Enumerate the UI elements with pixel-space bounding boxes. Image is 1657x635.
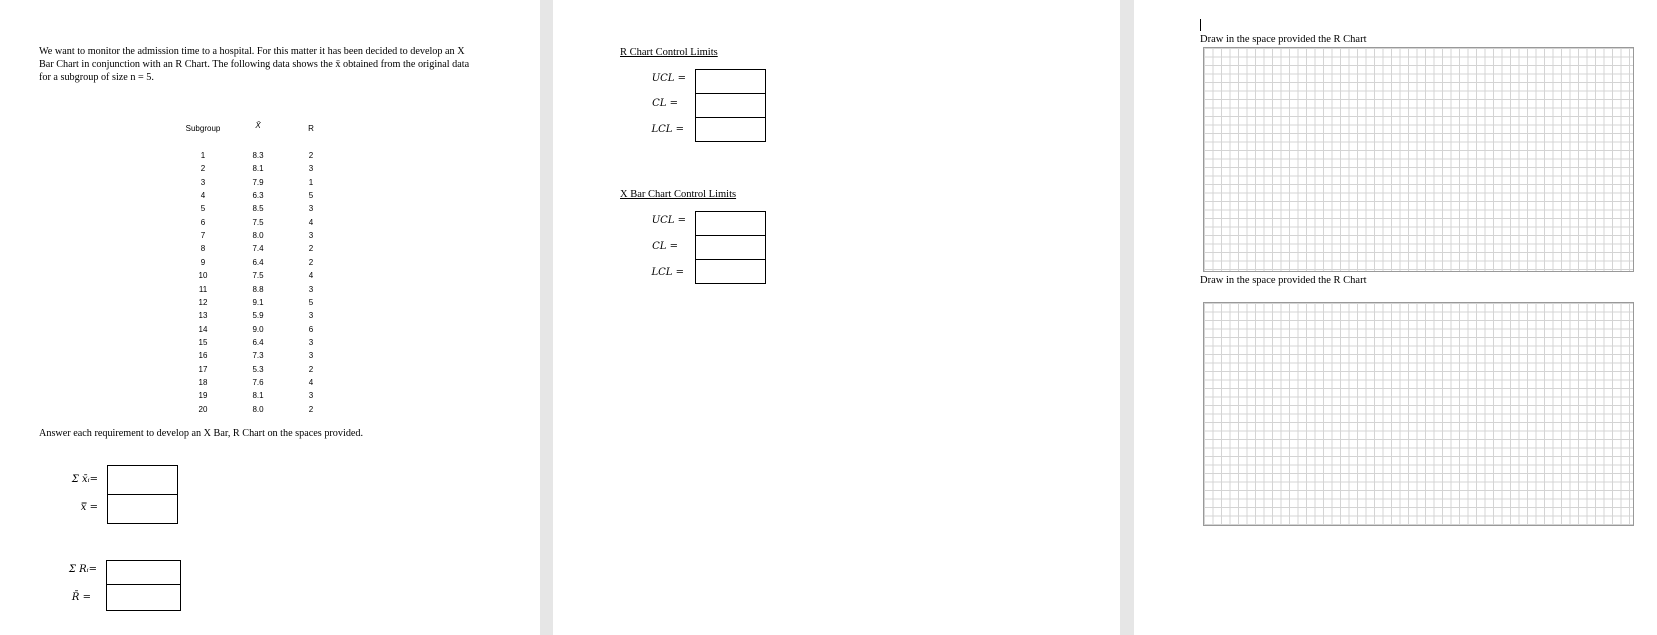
xbar-cell: 7.9	[252, 177, 264, 187]
xbar-cell: 7.5	[252, 271, 264, 281]
sum-r-answer-box[interactable]	[106, 560, 181, 585]
r-chart-limits-title: R Chart Control Limits	[620, 47, 718, 58]
r-cell: 5	[308, 297, 314, 307]
r-cell: 2	[308, 244, 314, 254]
r-cell: 3	[308, 351, 314, 361]
subgroup-cell: 2	[200, 164, 206, 174]
r-cell: 2	[308, 151, 314, 160]
answer-instructions: Answer each requirement to develop an X Bar, R Chart on the spaces provided.	[39, 428, 364, 439]
r-cl-answer-box[interactable]	[695, 93, 766, 118]
subgroup-cell: 11	[198, 284, 208, 294]
subgroup-cell: 20	[198, 404, 208, 414]
r-cell: 3	[308, 164, 314, 174]
xbar-cell: 8.0	[252, 231, 264, 241]
subgroup-cell: 1	[200, 151, 206, 160]
xbar-cell: 6.3	[252, 191, 264, 201]
xbar-cl-label: CL =	[652, 241, 678, 252]
xbar-cell: 8.0	[252, 404, 264, 414]
r-cell: 3	[308, 204, 314, 214]
rbar-answer-box[interactable]	[106, 584, 181, 611]
xbar-ucl-answer-box[interactable]	[695, 211, 766, 236]
r-cell: 4	[308, 271, 314, 281]
xbarbar-answer-box[interactable]	[107, 494, 178, 524]
subgroup-cell: 5	[200, 204, 206, 214]
r-ucl-answer-box[interactable]	[695, 69, 766, 94]
r-cell: 4	[308, 217, 314, 227]
subgroup-cell: 14	[198, 324, 208, 334]
draw-area-2-title: Draw in the space provided the R Chart	[1200, 275, 1367, 286]
document-page-1	[0, 0, 540, 635]
r-cell: 3	[308, 311, 314, 321]
xbar-chart-limits-title: X Bar Chart Control Limits	[620, 189, 737, 200]
subgroup-cell: 3	[200, 177, 206, 187]
xbar-cell: 5.3	[252, 364, 264, 374]
sum-xbar-label: Σ x̄ᵢ=	[71, 474, 98, 485]
xbar-cell: 8.3	[252, 151, 264, 160]
table-header-subgroup: Subgroup	[185, 124, 221, 133]
xbar-cell: 5.9	[252, 311, 264, 321]
r-cell: 3	[308, 231, 314, 241]
r-lcl-label: LCL =	[651, 124, 684, 135]
document-page-2	[553, 0, 1120, 635]
r-cl-label: CL =	[652, 98, 678, 109]
r-cell: 5	[308, 191, 314, 201]
subgroup-cell: 15	[198, 337, 208, 347]
subgroup-cell: 6	[200, 217, 206, 227]
text-cursor	[1200, 19, 1201, 31]
r-ucl-label: UCL =	[651, 73, 686, 84]
r-cell: 2	[308, 364, 314, 374]
r-cell: 1	[308, 177, 314, 187]
r-cell: 2	[308, 257, 314, 267]
subgroup-cell: 8	[200, 244, 206, 254]
r-cell: 3	[308, 284, 314, 294]
xbar-cell: 7.6	[252, 377, 264, 387]
subgroup-cell: 16	[198, 351, 208, 361]
subgroup-cell: 18	[198, 377, 208, 387]
xbar-cell: 9.0	[252, 324, 264, 334]
r-lcl-answer-box[interactable]	[695, 117, 766, 142]
xbar-cell: 7.3	[252, 351, 264, 361]
subgroup-cell: 10	[198, 271, 208, 281]
xbar-cl-answer-box[interactable]	[695, 235, 766, 260]
subgroup-cell: 19	[198, 391, 208, 401]
xbar-cell: 8.8	[252, 284, 264, 294]
xbar-lcl-answer-box[interactable]	[695, 259, 766, 284]
subgroup-cell: 12	[198, 297, 208, 307]
subgroup-cell: 7	[200, 231, 206, 241]
xbar-cell: 7.4	[252, 244, 264, 254]
draw-area-1-title: Draw in the space provided the R Chart	[1200, 34, 1367, 45]
xbar-ucl-label: UCL =	[651, 215, 686, 226]
xbar-cell: 6.4	[252, 337, 264, 347]
table-header-xbar: X̄	[255, 121, 261, 130]
subgroup-cell: 9	[200, 257, 206, 267]
r-cell: 4	[308, 377, 314, 387]
r-cell: 2	[308, 404, 314, 414]
xbarbar-label: x̿ =	[80, 502, 98, 513]
xbar-lcl-label: LCL =	[651, 267, 684, 278]
xbar-cell: 9.1	[252, 297, 264, 307]
subgroup-cell: 13	[198, 311, 208, 321]
r-cell: 3	[308, 391, 314, 401]
rbar-label: R̄ =	[71, 592, 91, 603]
xbar-cell: 8.5	[252, 204, 264, 214]
r-cell: 3	[308, 337, 314, 347]
r-cell: 6	[308, 324, 314, 334]
xbar-cell: 7.5	[252, 217, 264, 227]
subgroup-cell: 17	[198, 364, 208, 374]
draw-area-1-grid[interactable]	[1203, 47, 1634, 272]
subgroup-cell: 4	[200, 191, 206, 201]
sum-r-label: Σ Rᵢ=	[68, 564, 97, 575]
xbar-cell: 8.1	[252, 391, 264, 401]
sum-xbar-answer-box[interactable]	[107, 465, 178, 495]
problem-statement: We want to monitor the admission time to a hospital. For this matter it has been decided to develop an X Bar Chart in conjunction with an R Chart. The following data shows the x̄ obtained from the original data for a subgroup of size n = 5.	[39, 46, 470, 83]
table-header-r: R	[308, 124, 314, 133]
draw-area-2-grid[interactable]	[1203, 302, 1634, 526]
xbar-cell: 8.1	[252, 164, 264, 174]
xbar-cell: 6.4	[252, 257, 264, 267]
